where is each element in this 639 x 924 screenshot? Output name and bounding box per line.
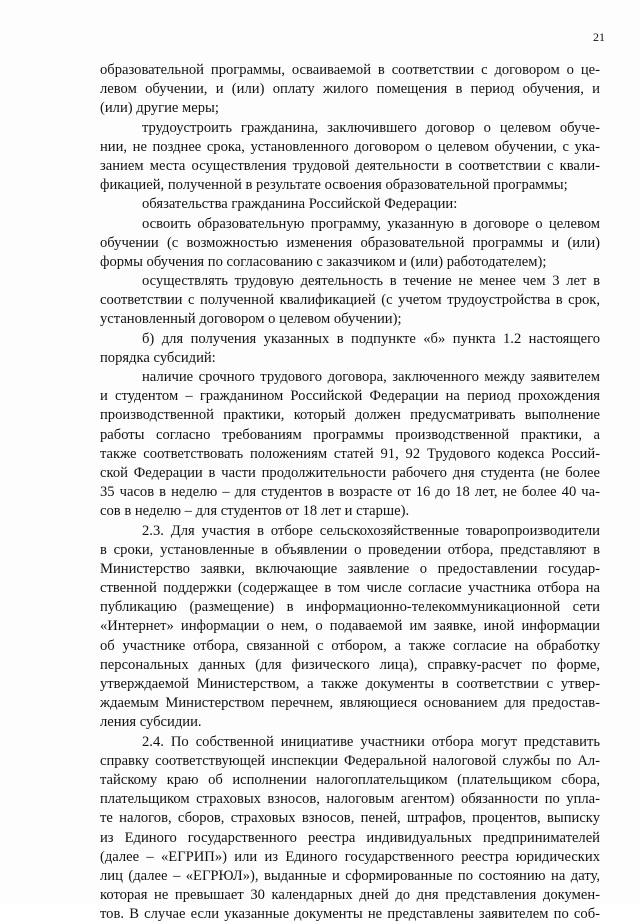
text-line: публикацию (размещение) в информационно-телекоммуникационной сети <box>100 599 600 616</box>
text-line: 2.4. По собственной инициативе участники отбора могут представить <box>142 733 600 750</box>
text-line: 2.3. Для участия в отборе сельскохозяйственные товаропроизводители <box>142 522 600 539</box>
text-line: утверждаемой Министерством, а также документы в соответствии с утвер- <box>100 676 600 692</box>
text-line: плательщиком страховых взносов, налоговым агентом) обязанности по упла- <box>100 791 600 808</box>
text-line: работы согласно требованиям программы производственной практики, а <box>100 426 600 443</box>
text-line: персональных данных (для физического лица), справку-расчет по форме, <box>100 656 600 673</box>
text-line: в сроки, установленные в объявлении о проведении отбора, представляют в <box>100 541 600 558</box>
text-line: тов. В случае если указанные документы не представлены заявителем по соб- <box>100 906 600 923</box>
text-line: занием места осуществления трудовой деятельности в соответствии с квали- <box>100 157 600 174</box>
text-line: трудоустроить гражданина, заключившего договор о целевом обуче- <box>142 119 600 136</box>
text-line: порядка субсидий: <box>100 349 216 366</box>
text-line: которая не превышает 30 календарных дней до дня представления докумен- <box>100 887 600 904</box>
text-line: левом обучении, и (или) оплату жилого помещения в период обучения, и <box>100 81 600 98</box>
page-number: 21 <box>593 30 605 44</box>
text-line: те налогов, сборов, страховых взносов, пеней, штрафов, процентов, выписку <box>100 810 600 827</box>
text-line: нии, не позднее срока, установленного договором о целевом обучении, с ука- <box>100 138 600 155</box>
text-line: также соответствовать положениям статей 91, 92 Трудового кодекса Россий- <box>100 445 600 462</box>
text-line: об участнике отбора, связанной с отбором, а также согласие на обработку <box>100 637 600 654</box>
text-line: образовательной программы, осваиваемой в соответствии с договором о це- <box>100 62 600 78</box>
text-line: наличие срочного трудового договора, заключенного между заявителем <box>142 369 600 385</box>
text-line: справку соответствующей инспекции Федеральной налоговой службы по Ал- <box>100 752 600 769</box>
text-line: ской Федерации в части продолжительности рабочего дня студента (не более <box>100 464 600 481</box>
text-line: обучении (с возможностью изменения образовательной программы и (или) <box>100 234 600 251</box>
text-line: (или) другие меры; <box>100 100 219 117</box>
text-line: освоить образовательную программу, указанную в договоре о целевом <box>142 215 600 232</box>
text-line: производственной практики, который должен предусматривать выполнение <box>100 407 600 424</box>
text-line: б) для получения указанных в подпункте «б» пункта 1.2 настоящего <box>142 330 600 347</box>
text-line: тайскому краю об исполнении налогоплательщиком (плательщиком сбора, <box>100 771 600 788</box>
text-line: ственной поддержки (содержащее в том числе согласие участника отбора на <box>100 580 600 597</box>
text-line: из Единого государственного реестра индивидуальных предпринимателей <box>100 829 600 846</box>
text-line: фикацией, полученной в результате освоения образовательной программы; <box>100 177 568 194</box>
text-line: ждаемым Министерством перечнем, являющиеся основанием для предостав- <box>100 695 600 712</box>
text-line: Министерство заявки, включающие заявление о предоставлении государ- <box>100 560 600 577</box>
text-line: формы обучения по согласованию с заказчиком и (или) работодателем); <box>100 253 547 270</box>
text-line: лиц (далее – «ЕГРЮЛ»), выданные и сформированные по состоянию на дату, <box>100 867 600 884</box>
text-line: 35 часов в неделю – для студентов в возрасте от 16 до 18 лет, не более 40 ча- <box>100 484 600 501</box>
text-line: «Интернет» информации о нем, о подаваемой им заявке, иной информации <box>100 618 600 635</box>
text-line: ления субсидии. <box>100 714 202 731</box>
text-line: и студентом – гражданином Российской Федерации на период прохождения <box>100 388 600 405</box>
text-line: осуществлять трудовую деятельность в течение не менее чем 3 лет в <box>142 273 600 290</box>
text-line: соответствии с полученной квалификацией (с учетом трудоустройства в срок, <box>100 292 600 309</box>
document-body <box>100 61 600 924</box>
text-line: сов в неделю – для студентов от 18 лет и старше). <box>100 503 410 520</box>
text-line: (далее – «ЕГРИП») или из Единого государственного реестра юридических <box>100 848 600 865</box>
text-line: обязательства гражданина Российской Федерации: <box>142 196 458 213</box>
text-line: установленный договором о целевом обучении); <box>100 311 402 328</box>
